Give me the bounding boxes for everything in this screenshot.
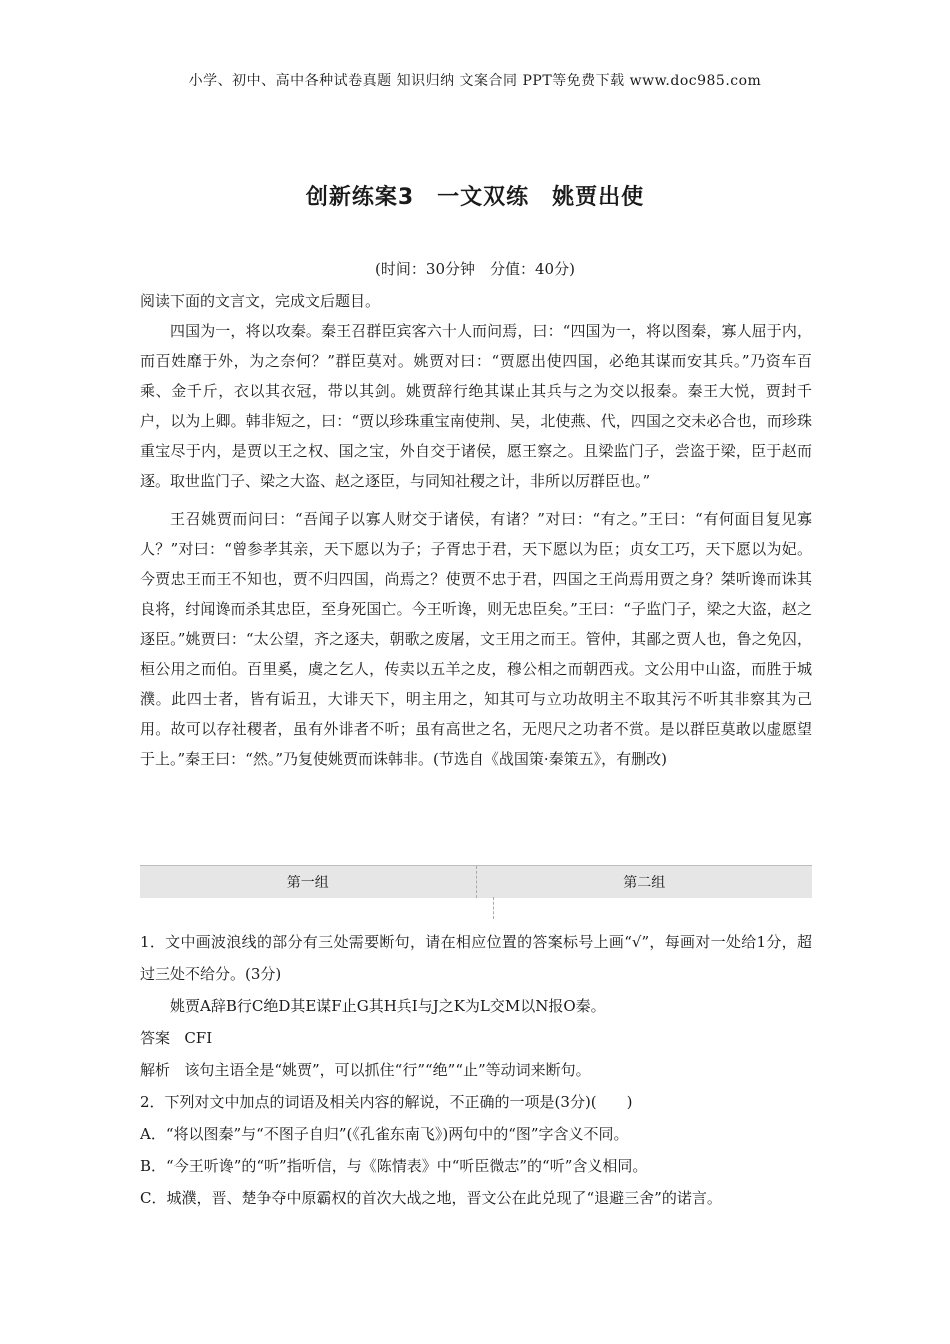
tab-group-1[interactable]: 第一组: [286, 875, 329, 891]
instruction: 阅读下面的文言文，完成文后题目。: [140, 292, 381, 310]
answer-value: CFI: [184, 1029, 213, 1047]
question-2-option-c: C．城濮，晋、楚争夺中原霸权的首次大战之地，晋文公在此兑现了“退避三舍”的诺言。: [140, 1189, 722, 1207]
time-score-info: (时间：30分钟 分值：40分): [375, 260, 575, 278]
passage-paragraph-2: 王召姚贾而问曰：“吾闻子以寡人财交于诸侯，有诸？”对曰：“有之。”王曰：“有何面目复见寡人？”对曰：“曾参孝其亲，天下愿以为子；子胥忠于君，天下愿以为臣；贞女工巧，天下愿以为妃。今贾忠王而王不知也，贾不归四国，尚焉之？使贾不忠于君，四国之王尚焉用贾之身？桀听谗而诛其良将，纣闻谗而杀其忠臣，至身死国亡。今王听谗，则无忠臣矣。”王曰：“子监门子，梁之大盗，赵之逐臣。”姚贾曰：“太公望，齐之逐夫，朝歌之废屠，文王用之而王。管仲，其鄙之贾人也，鲁之免囚，桓公用之而伯。百里奚，虞之乞人，传卖以五羊之皮，穆公相之而朝西戎。文公用中山盗，而胜于城濮。此四士者，皆有诟丑，大诽天下，明主用之，知其可与立功故明主不取其污不听其非察其为己用。故可以存社稷者，虽有外诽者不听；虽有高世之名，无咫尺之功者不赏。是以群臣莫敢以虚愿望于上。”秦王曰：“然。”乃复使姚贾而诛韩非。(节选自《战国策·秦策五》，有删改): [140, 510, 812, 768]
questions-section: [140, 926, 812, 1214]
passage-paragraph-1: 四国为一，将以攻秦。秦王召群臣宾客六十人而问焉，曰：“四国为一，将以图秦，寡人屈于内，而百姓靡于外，为之奈何？”群臣莫对。姚贾对曰：“贾愿出使四国，必绝其谋而安其兵。”乃资车百乘、金千斤，衣以其衣冠，带以其剑。姚贾辞行绝其谋止其兵与之为交以报秦。秦王大悦，贾封千户，以为上卿。韩非短之，曰：“贾以珍珠重宝南使荆、吴，北使燕、代，四国之交未必合也，而珍珠重宝尽于内，是贾以王之权、国之宝，外自交于诸侯，愿王察之。且梁监门子，尝盗于梁，臣于赵而逐。取世监门子、梁之大盗、赵之逐臣，与同知社稷之计，非所以厉群臣也。”: [140, 322, 812, 490]
question-2-stem: 2．下列对文中加点的词语及相关内容的解说，不正确的一项是(3分)( ): [140, 1093, 633, 1111]
page-header: 小学、初中、高中各种试卷真题 知识归纳 文案合同 PPT等免费下载 www.doc985.com: [188, 73, 762, 89]
passage-section: [140, 286, 812, 774]
question-2-option-a: A．“将以图秦”与“不图子自归”(《孔雀东南飞》)两句中的“图”字含义不同。: [140, 1125, 629, 1143]
question-2-option-b: B．“今王听谗”的“听”指听信，与《陈情表》中“听臣微志”的“听”含义相同。: [140, 1157, 648, 1175]
answer-label: 答案: [140, 1029, 171, 1047]
tab-divider: [493, 897, 494, 919]
question-1-options: 姚贾A辞B行C绝D其E谋F止G其H兵I与J之K为L交M以N报O秦。: [170, 997, 606, 1015]
analysis-value: 该句主语全是“姚贾”，可以抓住“行”“绝”“止”等动词来断句。: [184, 1061, 591, 1079]
analysis-label: 解析: [140, 1061, 171, 1079]
question-1-stem: 1．文中画波浪线的部分有三处需要断句，请在相应位置的答案标号上画“√”，每画对一处给1分，超过三处不给分。(3分): [140, 933, 812, 983]
tab-group-2[interactable]: 第二组: [476, 866, 813, 898]
answer-line: [140, 1022, 812, 1054]
page-title: 创新练案3 一文双练 姚贾出使: [305, 185, 645, 210]
group-tabs: [140, 865, 812, 898]
analysis-line: [140, 1054, 812, 1086]
